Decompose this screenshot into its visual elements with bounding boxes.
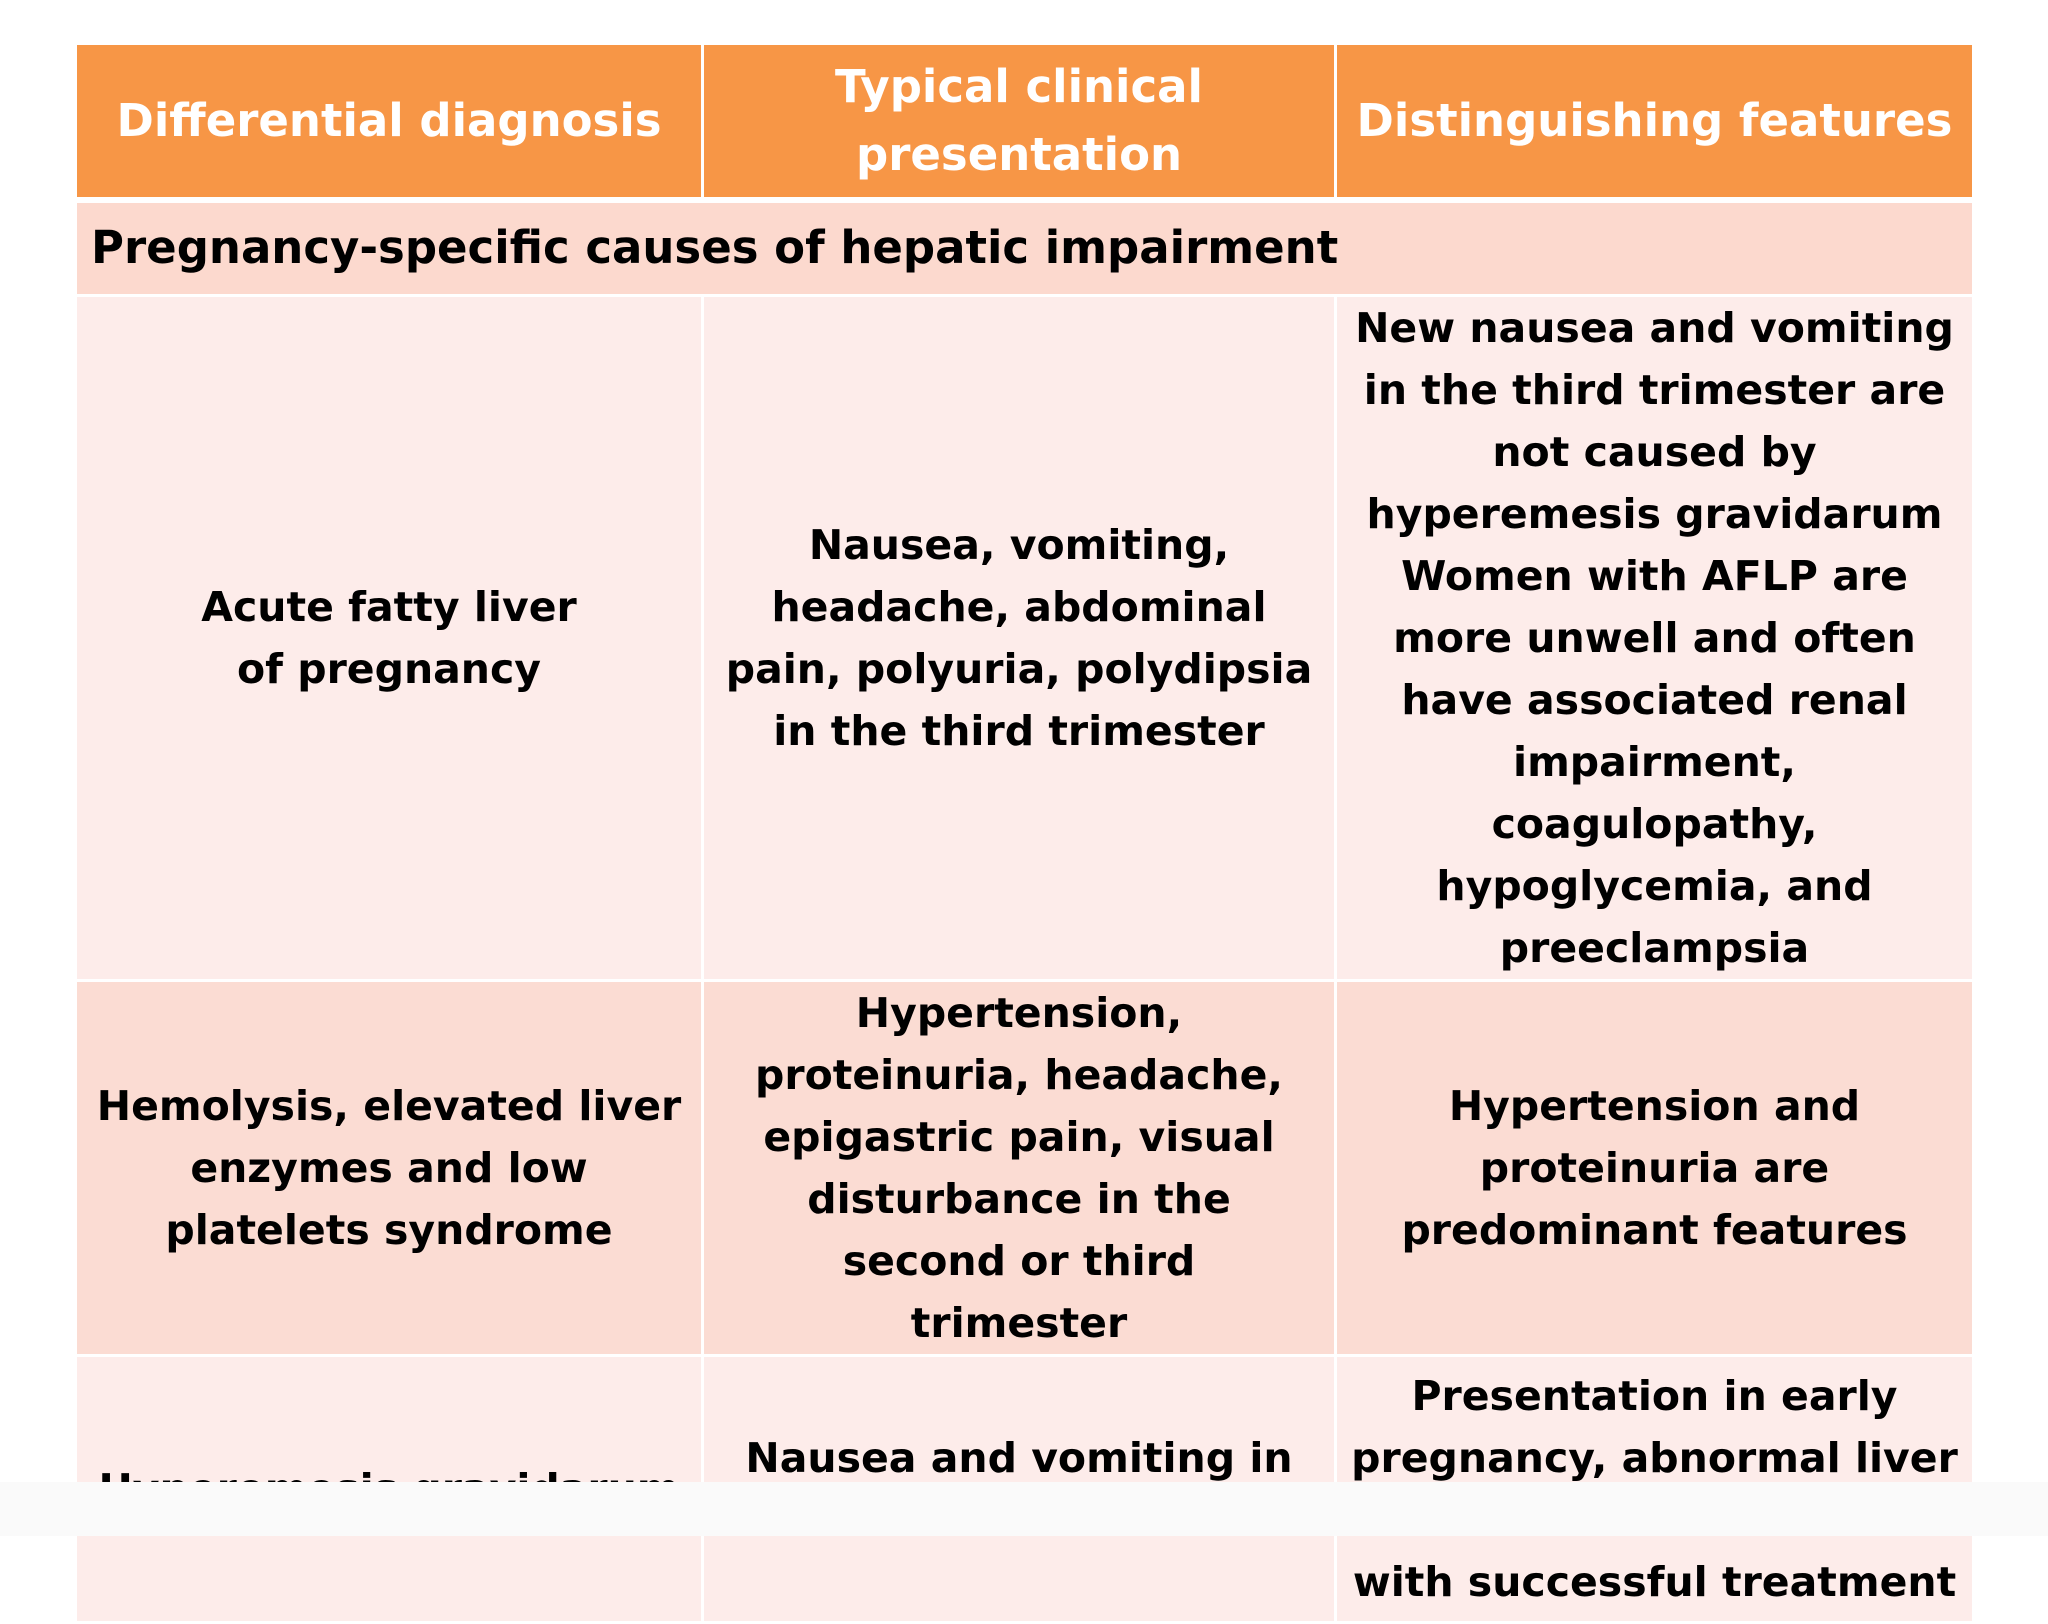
diagnosis-cell: Hemolysis, elevated liver enzymes and low platelets syndrome — [76, 981, 703, 1356]
table-row — [76, 296, 1974, 981]
table-row — [76, 981, 1974, 1356]
presentation-cell: Hypertension, proteinuria, headache, epigastric pain, visual disturbance in the second or third trimester — [703, 981, 1336, 1356]
features-cell — [1336, 981, 1974, 1356]
presentation-cell: Nausea and vomiting in — [703, 1356, 1336, 1623]
features-cell — [1336, 296, 1974, 981]
presentation-cell: Nausea, vomiting, headache, abdominal pain, polyuria, polydipsia in the third trimester — [703, 296, 1336, 981]
slide-footer-band — [0, 1482, 2048, 1536]
feature-text: Women with AFLP are more unwell and often have associated renal impairment, coagulopathy, hypoglycemia, and preeclampsia — [1393, 552, 1916, 972]
diagnosis-cell: Acute fatty liver of pregnancy — [76, 296, 703, 981]
header-typical-clinical-presentation: Typical clinical presentation — [703, 44, 1336, 200]
table-header-row — [76, 44, 1974, 200]
feature-text: Presentation in early pregnancy, abnormal liver with successful treatment — [1351, 1372, 1958, 1606]
header-differential-diagnosis: Differential diagnosis — [76, 44, 703, 200]
section-row — [76, 200, 1974, 296]
header-distinguishing-features: Distinguishing features — [1336, 44, 1974, 200]
section-title: Pregnancy-specific causes of hepatic impairment — [76, 200, 1974, 296]
feature-text: New nausea and vomiting in the third trimester are not caused by hyperemesis gravidarum — [1355, 304, 1954, 538]
differential-diagnosis-table — [74, 42, 1975, 1624]
feature-text: Hypertension and proteinuria are predominant features — [1401, 1082, 1908, 1254]
